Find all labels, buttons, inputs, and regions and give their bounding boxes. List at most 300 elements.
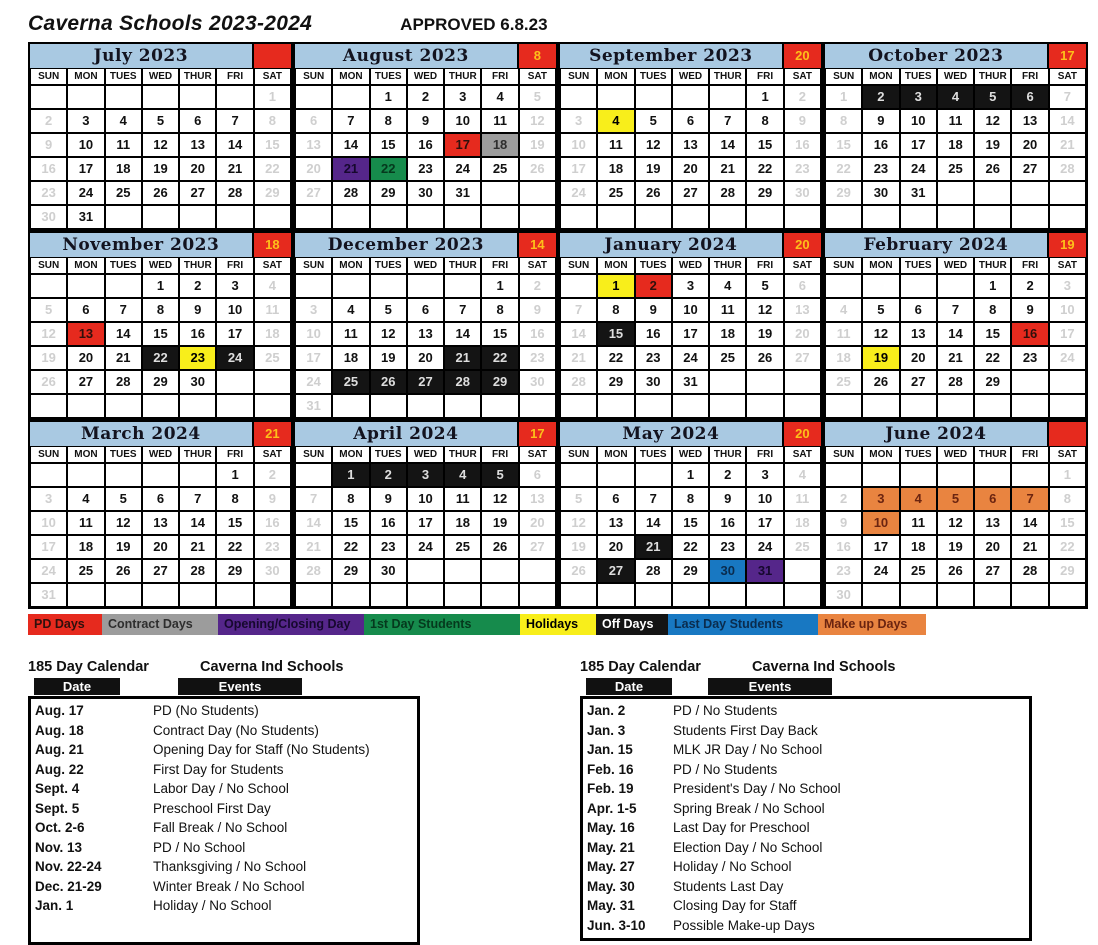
day-cell: 13 [179, 133, 216, 157]
event-row [35, 701, 413, 721]
week-row [295, 109, 556, 133]
weekday-cell: SUN [825, 257, 862, 274]
day-cell: 14 [635, 511, 672, 535]
day-cell [481, 583, 518, 607]
month-header [560, 44, 821, 68]
week-row [825, 535, 1086, 559]
day-cell: 22 [746, 157, 783, 181]
day-cell: 30 [407, 181, 444, 205]
weekday-cell: SAT [519, 446, 556, 463]
day-cell: 25 [254, 346, 291, 370]
event-date: Aug. 17 [35, 703, 84, 718]
month-header [295, 44, 556, 68]
day-cell: 30 [784, 181, 821, 205]
day-cell: 25 [937, 157, 974, 181]
day-cell: 2 [179, 274, 216, 298]
week-row [825, 205, 1086, 229]
event-description: Students Last Day [673, 878, 784, 894]
day-cell: 6 [295, 109, 332, 133]
event-description: Winter Break / No School [153, 878, 305, 894]
day-cell: 27 [142, 559, 179, 583]
day-cell: 16 [407, 133, 444, 157]
events-section [28, 659, 1098, 945]
day-cell: 9 [1011, 298, 1048, 322]
day-cell: 4 [900, 487, 937, 511]
day-cell: 9 [30, 133, 67, 157]
day-cell: 15 [974, 322, 1011, 346]
day-cell [784, 394, 821, 418]
event-description: Contract Day (No Students) [153, 722, 319, 738]
day-cell: 1 [672, 463, 709, 487]
day-cell: 23 [825, 559, 862, 583]
day-cell [974, 463, 1011, 487]
week-row [30, 535, 291, 559]
weekday-header-row [295, 257, 556, 274]
day-cell [746, 370, 783, 394]
day-cell: 5 [635, 109, 672, 133]
week-row [295, 157, 556, 181]
month-title: August 2023 [295, 44, 519, 68]
day-cell: 15 [1049, 511, 1086, 535]
day-cell: 13 [295, 133, 332, 157]
event-description: PD (No Students) [153, 703, 259, 718]
day-cell [444, 394, 481, 418]
day-cell: 14 [179, 511, 216, 535]
weekday-cell: FRI [746, 446, 783, 463]
day-cell: 20 [784, 322, 821, 346]
event-row [587, 896, 1025, 916]
day-cell [370, 583, 407, 607]
date-column-chip: Date [34, 678, 120, 695]
day-cell: 24 [862, 559, 899, 583]
table-column-chips [580, 678, 1032, 695]
day-cell: 6 [900, 298, 937, 322]
day-cell [30, 274, 67, 298]
day-cell [216, 394, 253, 418]
day-cell: 11 [332, 322, 369, 346]
day-cell [746, 205, 783, 229]
day-cell [481, 181, 518, 205]
day-cell: 30 [825, 583, 862, 607]
day-cell: 10 [862, 511, 899, 535]
weekday-cell: TUES [900, 257, 937, 274]
day-cell: 25 [105, 181, 142, 205]
event-row [587, 779, 1025, 799]
weekday-cell: WED [937, 446, 974, 463]
day-cell: 28 [1011, 559, 1048, 583]
day-cell: 13 [142, 511, 179, 535]
event-date: Dec. 21-29 [35, 878, 102, 894]
day-cell [370, 394, 407, 418]
day-cell: 17 [295, 346, 332, 370]
day-cell: 11 [67, 511, 104, 535]
day-cell [30, 394, 67, 418]
day-cell [216, 583, 253, 607]
day-cell: 16 [825, 535, 862, 559]
day-cell: 10 [30, 511, 67, 535]
month-calendar [558, 231, 823, 420]
weekday-cell: TUES [370, 68, 407, 85]
week-row [30, 133, 291, 157]
table-header [580, 659, 1032, 675]
day-cell: 26 [519, 157, 556, 181]
day-cell: 13 [519, 487, 556, 511]
day-cell: 6 [407, 298, 444, 322]
month-header [560, 422, 821, 446]
day-cell: 4 [105, 109, 142, 133]
day-cell [672, 583, 709, 607]
day-cell: 7 [332, 109, 369, 133]
event-description: Students First Day Back [673, 722, 818, 738]
event-description: Closing Day for Staff [673, 898, 797, 913]
day-cell: 7 [179, 487, 216, 511]
day-cell: 5 [30, 298, 67, 322]
day-cell: 27 [1011, 157, 1048, 181]
day-cell [407, 559, 444, 583]
day-cell [30, 463, 67, 487]
week-row [560, 370, 821, 394]
day-cell: 18 [254, 322, 291, 346]
day-cell: 29 [825, 181, 862, 205]
day-cell: 9 [519, 298, 556, 322]
day-cell [179, 205, 216, 229]
event-row [587, 721, 1025, 741]
week-row [560, 322, 821, 346]
day-cell: 17 [216, 322, 253, 346]
weekday-cell: SUN [30, 257, 67, 274]
weekday-cell: SUN [30, 68, 67, 85]
month-day-count-badge [1049, 422, 1086, 446]
weekday-cell: THUR [179, 257, 216, 274]
day-cell: 19 [635, 157, 672, 181]
day-cell: 29 [481, 370, 518, 394]
weekday-cell: SAT [784, 446, 821, 463]
week-row [295, 463, 556, 487]
day-cell: 8 [216, 487, 253, 511]
day-cell: 14 [295, 511, 332, 535]
month-day-count-badge: 8 [519, 44, 556, 68]
week-row [295, 274, 556, 298]
day-cell: 7 [709, 109, 746, 133]
week-row [560, 346, 821, 370]
day-cell: 28 [295, 559, 332, 583]
month-title: March 2024 [30, 422, 254, 446]
day-cell: 2 [635, 274, 672, 298]
day-cell: 14 [937, 322, 974, 346]
day-cell [900, 274, 937, 298]
day-cell [937, 394, 974, 418]
day-cell: 9 [407, 109, 444, 133]
week-row [295, 133, 556, 157]
day-cell: 9 [862, 109, 899, 133]
day-cell: 17 [444, 133, 481, 157]
day-cell [597, 394, 634, 418]
month-header [560, 233, 821, 257]
day-cell [1049, 181, 1086, 205]
weekday-cell: TUES [105, 68, 142, 85]
day-cell [862, 205, 899, 229]
day-cell [105, 394, 142, 418]
day-cell: 1 [216, 463, 253, 487]
day-cell [142, 205, 179, 229]
day-cell: 5 [937, 487, 974, 511]
weekday-cell: SAT [784, 68, 821, 85]
day-cell: 5 [746, 274, 783, 298]
day-cell: 16 [254, 511, 291, 535]
event-date: May. 21 [587, 839, 635, 855]
day-cell: 18 [105, 157, 142, 181]
day-cell: 13 [597, 511, 634, 535]
weekday-cell: WED [407, 446, 444, 463]
weekday-cell: THUR [444, 446, 481, 463]
day-cell [332, 274, 369, 298]
event-row [587, 857, 1025, 877]
day-cell: 28 [635, 559, 672, 583]
day-cell: 6 [67, 298, 104, 322]
event-date: Jan. 2 [587, 703, 626, 718]
day-cell: 17 [900, 133, 937, 157]
day-cell: 20 [597, 535, 634, 559]
day-cell: 15 [672, 511, 709, 535]
weekday-cell: SAT [254, 68, 291, 85]
month-title: June 2024 [825, 422, 1049, 446]
week-row [30, 346, 291, 370]
event-date: May. 16 [587, 820, 635, 835]
day-cell: 14 [1011, 511, 1048, 535]
day-cell [105, 205, 142, 229]
day-cell: 30 [635, 370, 672, 394]
day-cell [105, 85, 142, 109]
event-description: Last Day for Preschool [673, 820, 810, 835]
day-cell [862, 274, 899, 298]
event-description: PD / No Students [673, 703, 778, 718]
day-cell: 11 [597, 133, 634, 157]
weekday-cell: MON [67, 257, 104, 274]
day-cell: 22 [332, 535, 369, 559]
day-cell: 22 [481, 346, 518, 370]
day-cell: 17 [30, 535, 67, 559]
weekday-header-row [295, 68, 556, 85]
day-cell: 26 [370, 370, 407, 394]
day-cell: 30 [519, 370, 556, 394]
day-cell: 4 [784, 463, 821, 487]
week-row [560, 181, 821, 205]
event-description: Fall Break / No School [153, 820, 288, 835]
month-day-count-badge: 19 [1049, 233, 1086, 257]
week-row [295, 370, 556, 394]
day-cell: 29 [974, 370, 1011, 394]
day-cell [560, 274, 597, 298]
day-cell: 24 [67, 181, 104, 205]
weekday-cell: THUR [709, 68, 746, 85]
day-cell: 15 [332, 511, 369, 535]
day-cell: 2 [407, 85, 444, 109]
day-cell: 8 [370, 109, 407, 133]
legend-item: 1st Day Students [364, 614, 520, 635]
month-day-count-badge: 20 [784, 422, 821, 446]
day-cell: 31 [67, 205, 104, 229]
week-row [560, 109, 821, 133]
day-cell: 26 [105, 559, 142, 583]
day-cell: 25 [709, 346, 746, 370]
day-cell: 25 [597, 181, 634, 205]
weekday-cell: SAT [1049, 257, 1086, 274]
day-cell: 10 [295, 322, 332, 346]
day-cell: 8 [332, 487, 369, 511]
day-cell: 27 [597, 559, 634, 583]
weekday-cell: THUR [974, 257, 1011, 274]
day-cell: 19 [370, 346, 407, 370]
day-cell: 5 [105, 487, 142, 511]
day-cell: 29 [370, 181, 407, 205]
weekday-cell: SUN [560, 257, 597, 274]
weekday-cell: WED [672, 68, 709, 85]
day-cell: 6 [519, 463, 556, 487]
weekday-cell: WED [672, 257, 709, 274]
week-row [30, 157, 291, 181]
month-day-count-badge: 20 [784, 44, 821, 68]
day-cell [67, 394, 104, 418]
day-cell: 14 [105, 322, 142, 346]
day-cell: 13 [1011, 109, 1048, 133]
table-title: 185 Day Calendar [580, 659, 701, 675]
day-cell: 8 [142, 298, 179, 322]
event-row [587, 818, 1025, 838]
month-day-count-badge: 18 [254, 233, 291, 257]
day-cell [597, 85, 634, 109]
week-row [560, 85, 821, 109]
events-column-chip: Events [708, 678, 832, 695]
day-cell [937, 205, 974, 229]
day-cell: 31 [295, 394, 332, 418]
day-cell: 2 [825, 487, 862, 511]
day-cell [900, 583, 937, 607]
day-cell: 28 [179, 559, 216, 583]
day-cell [295, 205, 332, 229]
legend-item: PD Days [28, 614, 102, 635]
event-row [587, 760, 1025, 780]
weekday-cell: MON [862, 257, 899, 274]
day-cell: 12 [746, 298, 783, 322]
day-cell: 15 [254, 133, 291, 157]
weekday-cell: WED [672, 446, 709, 463]
day-cell [295, 274, 332, 298]
day-cell: 7 [560, 298, 597, 322]
day-cell: 7 [937, 298, 974, 322]
month-title: December 2023 [295, 233, 519, 257]
day-cell [142, 583, 179, 607]
day-cell: 27 [519, 535, 556, 559]
day-cell: 29 [332, 559, 369, 583]
document-header [28, 12, 1098, 36]
events-box [28, 696, 420, 945]
weekday-cell: THUR [974, 446, 1011, 463]
event-date: Jun. 3-10 [587, 917, 646, 933]
day-cell [597, 463, 634, 487]
day-cell: 11 [254, 298, 291, 322]
day-cell: 16 [784, 133, 821, 157]
weekday-cell: FRI [1011, 68, 1048, 85]
day-cell: 29 [1049, 559, 1086, 583]
day-cell: 20 [1011, 133, 1048, 157]
day-cell [254, 394, 291, 418]
weekday-cell: SAT [784, 257, 821, 274]
day-cell: 7 [216, 109, 253, 133]
weekday-cell: MON [597, 446, 634, 463]
day-cell: 24 [444, 157, 481, 181]
day-cell: 2 [519, 274, 556, 298]
day-cell: 4 [597, 109, 634, 133]
event-description: Labor Day / No School [153, 781, 289, 796]
day-cell [370, 205, 407, 229]
week-row [560, 133, 821, 157]
day-cell [519, 181, 556, 205]
day-cell: 18 [937, 133, 974, 157]
day-cell: 19 [30, 346, 67, 370]
weekday-cell: MON [862, 446, 899, 463]
day-cell: 17 [407, 511, 444, 535]
weekday-cell: FRI [1011, 257, 1048, 274]
weekday-cell: FRI [1011, 446, 1048, 463]
event-date: Apr. 1-5 [587, 800, 637, 816]
weekday-cell: TUES [370, 446, 407, 463]
day-cell: 3 [1049, 274, 1086, 298]
day-cell: 5 [370, 298, 407, 322]
week-row [560, 394, 821, 418]
month-header [825, 422, 1086, 446]
day-cell: 6 [974, 487, 1011, 511]
day-cell: 28 [444, 370, 481, 394]
day-cell: 21 [444, 346, 481, 370]
weekday-cell: SAT [519, 257, 556, 274]
day-cell: 25 [444, 535, 481, 559]
day-cell: 18 [481, 133, 518, 157]
day-cell: 23 [407, 157, 444, 181]
day-cell [825, 394, 862, 418]
day-cell: 8 [254, 109, 291, 133]
day-cell: 20 [295, 157, 332, 181]
month-title: November 2023 [30, 233, 254, 257]
event-date: May. 31 [587, 898, 635, 913]
day-cell: 1 [1049, 463, 1086, 487]
day-cell: 12 [142, 133, 179, 157]
event-date: Jan. 15 [587, 742, 633, 757]
event-row [587, 877, 1025, 897]
weekday-header-row [560, 257, 821, 274]
month-header [295, 422, 556, 446]
day-cell: 24 [407, 535, 444, 559]
weekday-cell: THUR [709, 257, 746, 274]
week-row [295, 487, 556, 511]
week-row [560, 583, 821, 607]
day-cell: 7 [295, 487, 332, 511]
day-cell [444, 205, 481, 229]
day-cell: 22 [974, 346, 1011, 370]
weekday-cell: MON [597, 68, 634, 85]
day-cell: 27 [784, 346, 821, 370]
month-day-count-badge: 14 [519, 233, 556, 257]
day-cell: 8 [672, 487, 709, 511]
weekday-cell: THUR [709, 446, 746, 463]
event-description: PD / No School [153, 839, 246, 855]
event-description: First Day for Students [153, 761, 284, 777]
day-cell [862, 463, 899, 487]
week-row [295, 298, 556, 322]
event-row [587, 916, 1025, 936]
weekday-header-row [560, 68, 821, 85]
week-row [825, 370, 1086, 394]
month-calendar [28, 42, 293, 231]
